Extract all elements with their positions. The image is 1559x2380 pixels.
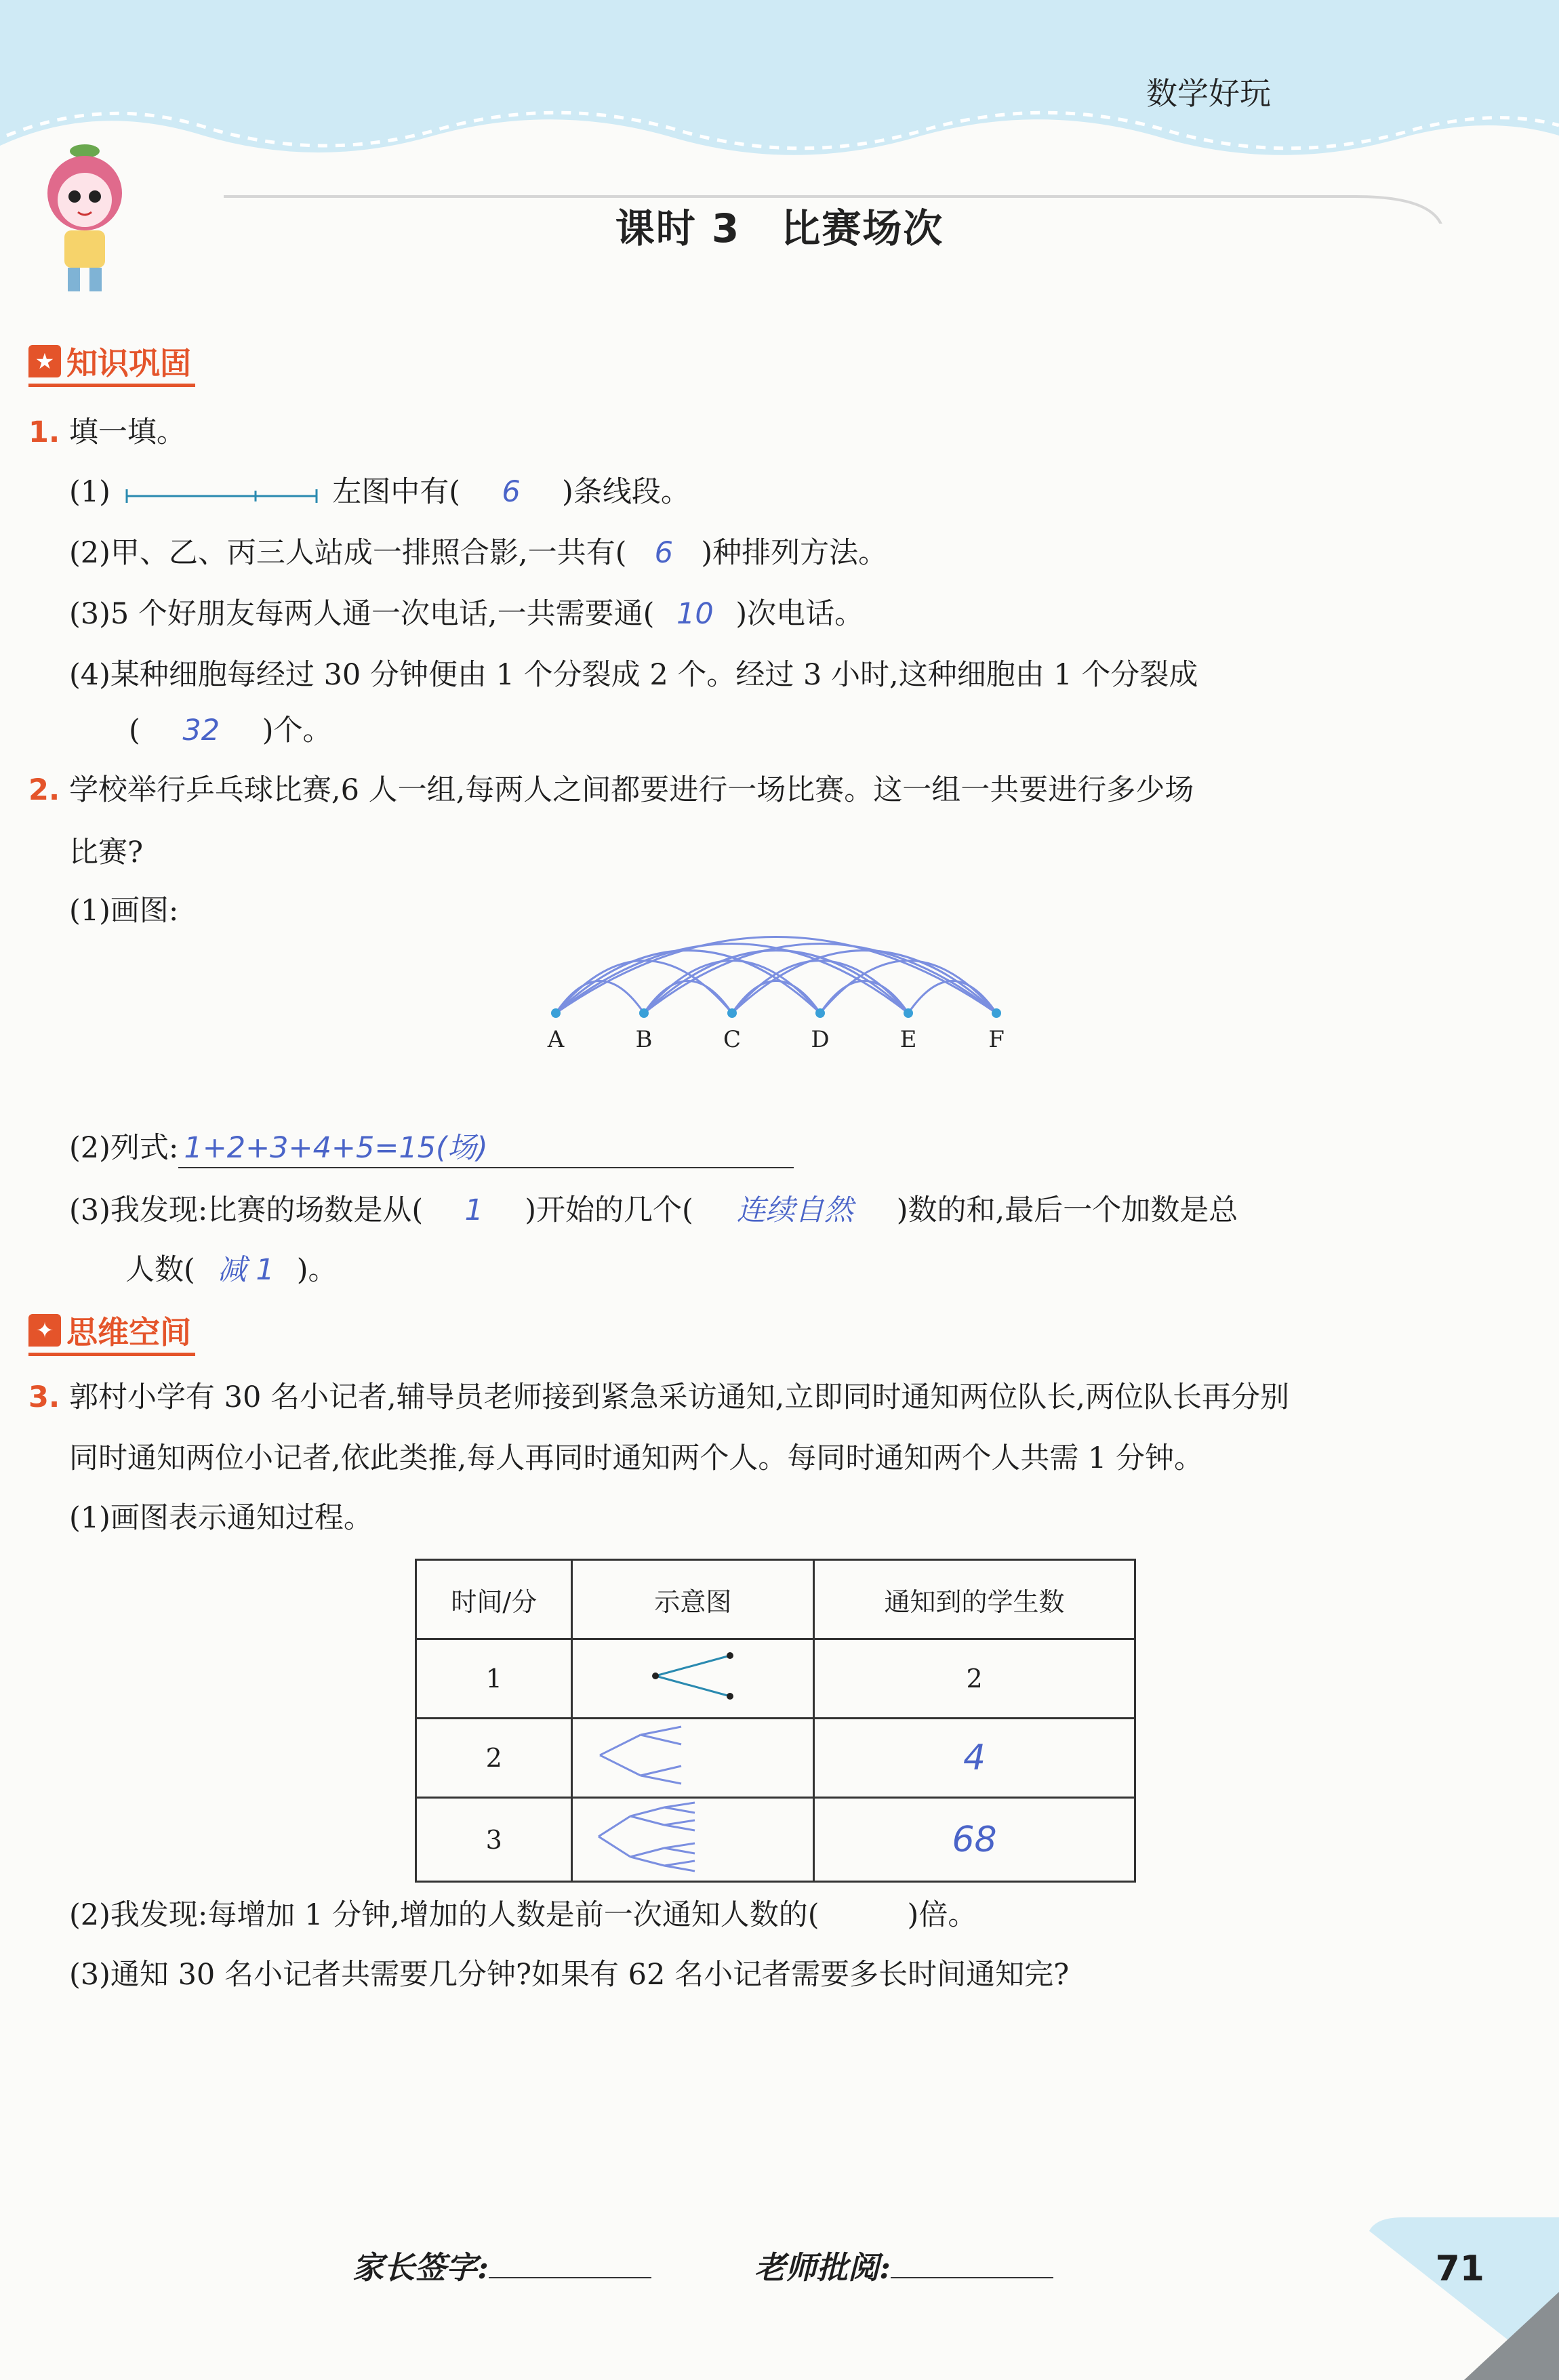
label-d: D bbox=[811, 1026, 830, 1053]
teacher-check-field[interactable] bbox=[891, 2277, 1053, 2278]
q1-part4-line1: (4)某种细胞每经过 30 分钟便由 1 个分裂成 2 个。经过 3 小时,这种细胞由 1 个分裂成 bbox=[69, 658, 1198, 692]
count-cell: 2 bbox=[814, 1639, 1135, 1719]
unit-label: 数学好玩 bbox=[1146, 75, 1271, 112]
section-thinking-heading: ✦ 思维空间 bbox=[28, 1308, 195, 1356]
q2-start-answer[interactable]: 1 bbox=[464, 1193, 483, 1227]
header-band bbox=[0, 0, 1559, 224]
point-b bbox=[639, 1008, 649, 1018]
diagram-cell bbox=[572, 1798, 814, 1882]
point-a bbox=[551, 1008, 561, 1018]
time-cell: 1 bbox=[416, 1639, 572, 1719]
lightbulb-icon: ✦ bbox=[28, 1314, 61, 1347]
table-header: 示意图 bbox=[572, 1560, 814, 1639]
q1-part1-answer[interactable]: 6 bbox=[502, 475, 521, 509]
tree-diagram-2 bbox=[593, 1721, 702, 1789]
segment-figure bbox=[120, 484, 323, 504]
table-row bbox=[416, 1639, 1135, 1719]
q1-part2: (2)甲、乙、丙三人站成一排照合影,一共有( 6 )种排列方法。 bbox=[69, 535, 887, 572]
label-c: C bbox=[723, 1026, 742, 1053]
q2-stem-line2: 比赛? bbox=[69, 836, 144, 869]
q1-part3: (3)5 个好朋友每两人通一次电话,一共需要通( 10 )次电话。 bbox=[69, 596, 864, 633]
q3-part2: (2)我发现:每增加 1 分钟,增加的人数是前一次通知人数的( )倍。 bbox=[69, 1898, 977, 1932]
count-cell[interactable]: 68 bbox=[814, 1798, 1135, 1882]
time-cell: 2 bbox=[416, 1719, 572, 1798]
tree-diagram-3 bbox=[593, 1799, 708, 1874]
notify-table bbox=[415, 1559, 1136, 1883]
q2-part1-label: (1)画图: bbox=[69, 894, 179, 928]
point-e bbox=[904, 1008, 913, 1018]
q2-stem-line1: 2. 学校举行乒乓球比赛,6 人一组,每两人之间都要进行一场比赛。这一组一共要进行多少场 bbox=[28, 773, 1194, 807]
diagram-cell bbox=[572, 1719, 814, 1798]
q2-kind-answer[interactable]: 连续自然 bbox=[736, 1193, 853, 1227]
count-cell[interactable]: 4 bbox=[814, 1719, 1135, 1798]
label-b: B bbox=[635, 1026, 653, 1053]
match-diagram bbox=[529, 881, 1030, 1084]
table-row bbox=[416, 1798, 1135, 1882]
q1-part1: (1) 左图中有( 6 )条线段。 bbox=[69, 474, 690, 511]
parent-sign-field[interactable] bbox=[489, 2277, 651, 2278]
point-c bbox=[727, 1008, 737, 1018]
diagram-cell bbox=[572, 1639, 814, 1719]
page-corner bbox=[1329, 2217, 1559, 2380]
table-row bbox=[416, 1719, 1135, 1798]
q3-part3: (3)通知 30 名小记者共需要几分钟?如果有 62 名小记者需要多长时间通知完? bbox=[69, 1958, 1070, 1992]
mascot-illustration bbox=[41, 139, 129, 295]
q1-part4-answer[interactable]: 32 bbox=[182, 714, 220, 747]
q2-expression-answer[interactable]: 1+2+3+4+5=15(场) bbox=[178, 1130, 794, 1168]
star-icon: ★ bbox=[28, 345, 61, 377]
signature-footer: 家长签字: 老师批阅: bbox=[352, 2243, 1053, 2288]
q2-part3-line2: 人数( 减 1 )。 bbox=[125, 1252, 338, 1289]
q3-part1-label: (1)画图表示通知过程。 bbox=[69, 1501, 373, 1535]
q3-stem-line1: 3. 郭村小学有 30 名小记者,辅导员老师接到紧急采访通知,立即同时通知两位队长,两位队长再分别 bbox=[28, 1380, 1289, 1414]
label-f: F bbox=[988, 1026, 1005, 1053]
q3-stem-line2: 同时通知两位小记者,依此类推,每人再同时通知两个人。每同时通知两个人共需 1 分钟。 bbox=[69, 1441, 1204, 1475]
q1-part4-line2: ( 32 )个。 bbox=[129, 713, 332, 750]
time-cell: 3 bbox=[416, 1798, 572, 1882]
point-f bbox=[992, 1008, 1001, 1018]
label-a: A bbox=[547, 1026, 565, 1053]
table-header: 通知到的学生数 bbox=[814, 1560, 1135, 1639]
q2-last-addend-answer[interactable]: 减 1 bbox=[217, 1253, 275, 1287]
point-d bbox=[815, 1008, 825, 1018]
q2-part3-line1: (3)我发现:比赛的场数是从( 1 )开始的几个( 连续自然 )数的和,最后一个加数是总 bbox=[69, 1193, 1238, 1229]
q1-part2-answer[interactable]: 6 bbox=[654, 536, 674, 570]
section-knowledge-heading: ★ 知识巩固 bbox=[28, 339, 195, 387]
table-header-row bbox=[416, 1560, 1135, 1639]
tree-diagram-1 bbox=[642, 1645, 744, 1706]
label-e: E bbox=[899, 1026, 917, 1053]
lesson-title: 课时 3 比赛场次 bbox=[615, 205, 944, 251]
page-number: 71 bbox=[1435, 2249, 1484, 2289]
q1-title: 1. 填一填。 bbox=[28, 415, 186, 449]
q2-part2: (2)列式: 1+2+3+4+5=15(场) bbox=[69, 1130, 794, 1168]
table-header: 时间/分 bbox=[416, 1560, 572, 1639]
q1-part3-answer[interactable]: 10 bbox=[676, 597, 714, 631]
